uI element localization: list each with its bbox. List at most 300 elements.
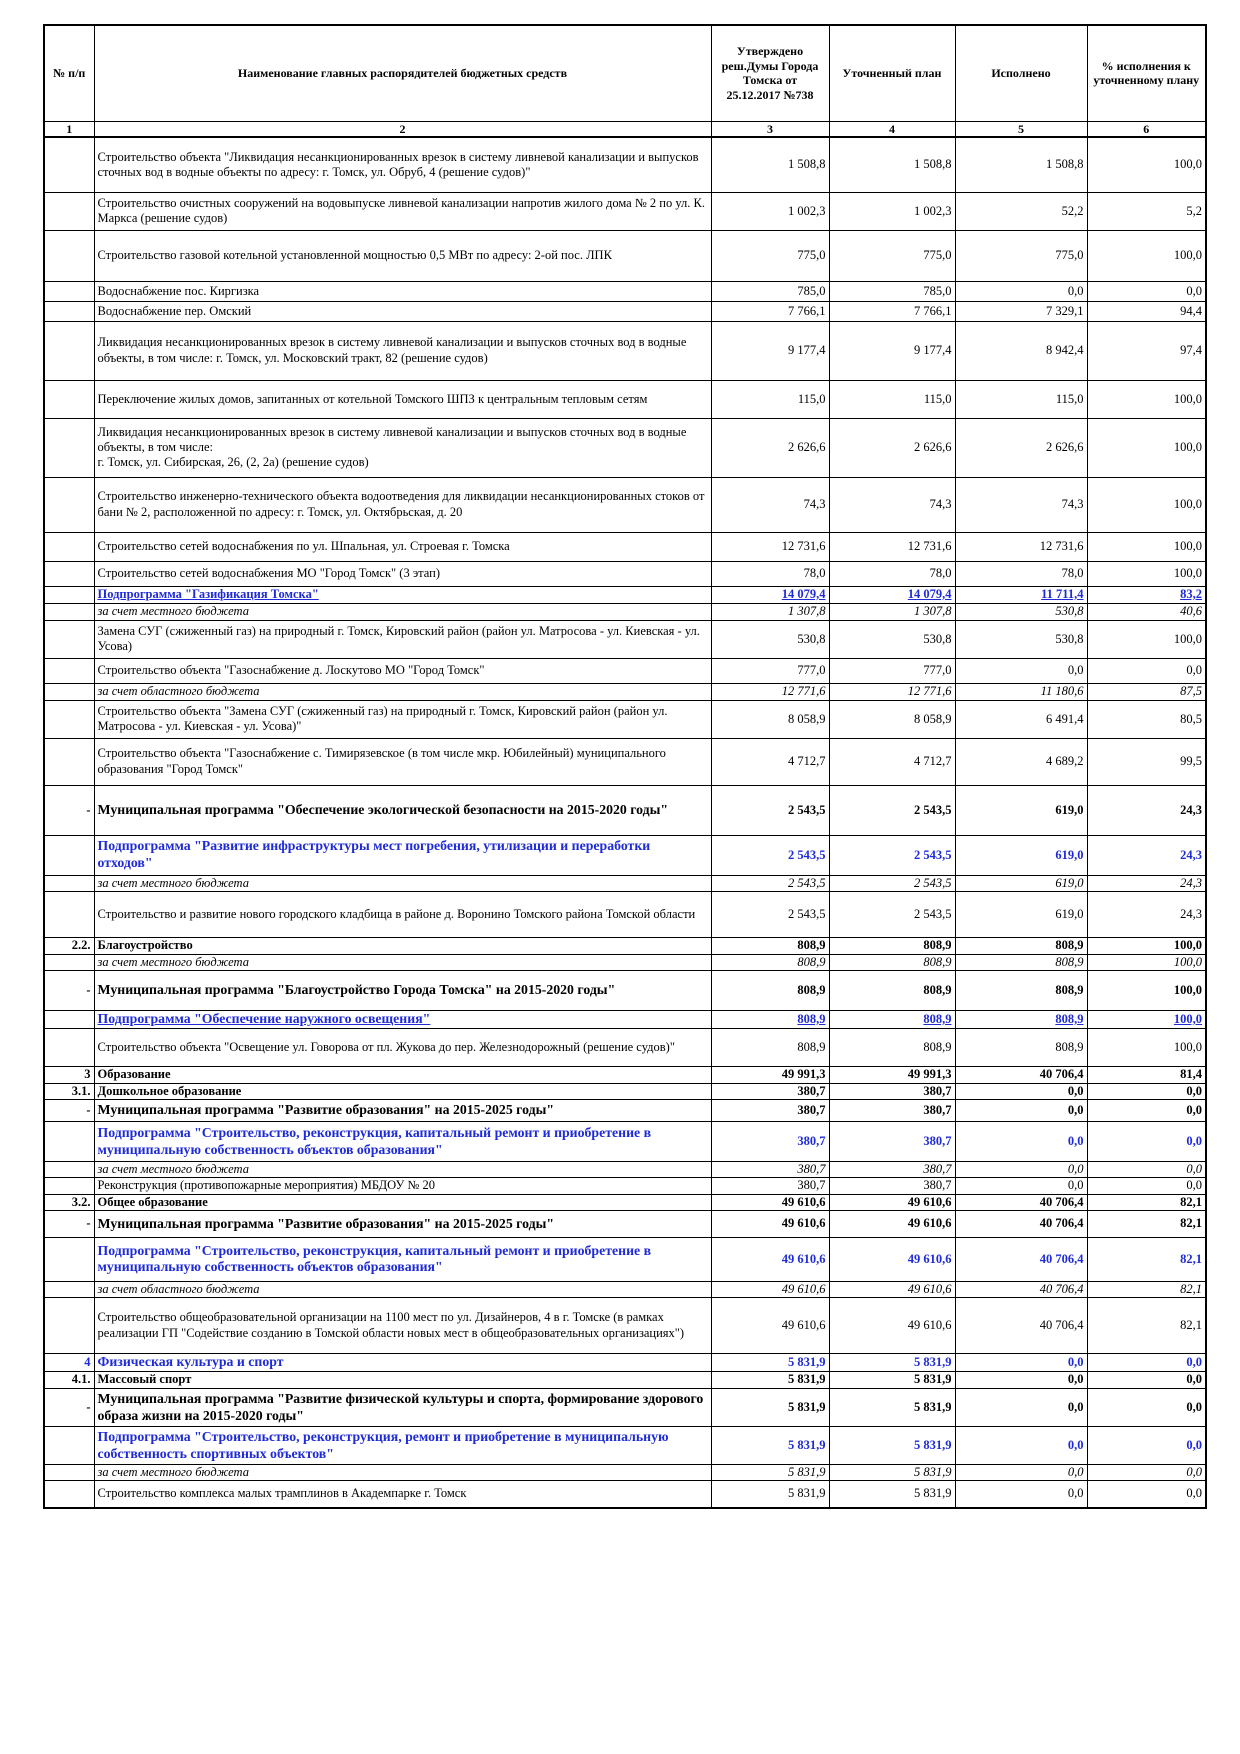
header-number: № п/п bbox=[44, 25, 94, 121]
row-number: - bbox=[44, 971, 94, 1011]
row-name: Физическая культура и спорт bbox=[94, 1354, 711, 1372]
row-name: Ликвидация несанкционированных врезок в систему ливневой канализации и выпусков сточных вод в водные объекты, в том числе: г. Томск, ул. Московский тракт, 82 (решение судов) bbox=[94, 321, 711, 380]
table-row bbox=[44, 1354, 1206, 1372]
table-row bbox=[44, 683, 1206, 700]
approved-value: 2 626,6 bbox=[711, 418, 829, 477]
row-number bbox=[44, 561, 94, 586]
percent-value: 0,0 bbox=[1087, 1083, 1206, 1099]
executed-value: 775,0 bbox=[955, 230, 1087, 281]
revised-plan-value: 115,0 bbox=[829, 380, 955, 418]
table-row bbox=[44, 1389, 1206, 1427]
row-name: Подпрограмма "Развитие инфраструктуры мест погребения, утилизации и переработки отходов" bbox=[94, 835, 711, 875]
percent-value: 0,0 bbox=[1087, 1481, 1206, 1508]
header-revised-plan: Уточненный план bbox=[829, 25, 955, 121]
row-number bbox=[44, 137, 94, 192]
percent-value: 0,0 bbox=[1087, 1372, 1206, 1389]
percent-value: 0,0 bbox=[1087, 281, 1206, 301]
percent-value: 40,6 bbox=[1087, 603, 1206, 620]
percent-value: 100,0 bbox=[1087, 477, 1206, 532]
percent-value: 82,1 bbox=[1087, 1298, 1206, 1354]
row-name: Общее образование bbox=[94, 1194, 711, 1210]
table-row bbox=[44, 1210, 1206, 1237]
approved-value: 1 508,8 bbox=[711, 137, 829, 192]
row-number bbox=[44, 532, 94, 561]
executed-value: 40 706,4 bbox=[955, 1281, 1087, 1297]
percent-value: 24,3 bbox=[1087, 785, 1206, 835]
table-row bbox=[44, 971, 1206, 1011]
approved-value: 380,7 bbox=[711, 1083, 829, 1099]
percent-value: 100,0 bbox=[1087, 532, 1206, 561]
row-number bbox=[44, 230, 94, 281]
column-number-5: 5 bbox=[955, 121, 1087, 137]
revised-plan-value: 5 831,9 bbox=[829, 1427, 955, 1465]
executed-value: 619,0 bbox=[955, 835, 1087, 875]
percent-value: 97,4 bbox=[1087, 321, 1206, 380]
executed-value: 52,2 bbox=[955, 192, 1087, 230]
executed-value: 0,0 bbox=[955, 1178, 1087, 1194]
table-row bbox=[44, 1237, 1206, 1281]
row-number: - bbox=[44, 1389, 94, 1427]
revised-plan-value: 14 079,4 bbox=[829, 586, 955, 603]
revised-plan-value: 49 610,6 bbox=[829, 1210, 955, 1237]
percent-value: 0,0 bbox=[1087, 1427, 1206, 1465]
percent-value: 24,3 bbox=[1087, 891, 1206, 937]
row-number bbox=[44, 683, 94, 700]
executed-value: 7 329,1 bbox=[955, 301, 1087, 321]
percent-value: 100,0 bbox=[1087, 1028, 1206, 1066]
approved-value: 5 831,9 bbox=[711, 1481, 829, 1508]
row-number bbox=[44, 281, 94, 301]
table-row bbox=[44, 301, 1206, 321]
row-number bbox=[44, 658, 94, 683]
table-row bbox=[44, 1178, 1206, 1194]
row-name: за счет областного бюджета bbox=[94, 683, 711, 700]
percent-value: 82,1 bbox=[1087, 1194, 1206, 1210]
table-row bbox=[44, 1011, 1206, 1029]
row-number bbox=[44, 738, 94, 785]
approved-value: 777,0 bbox=[711, 658, 829, 683]
executed-value: 0,0 bbox=[955, 1389, 1087, 1427]
row-name: Строительство и развитие нового городского кладбища в районе д. Воронино Томского района Томской области bbox=[94, 891, 711, 937]
executed-value: 0,0 bbox=[955, 1372, 1087, 1389]
percent-value: 100,0 bbox=[1087, 137, 1206, 192]
revised-plan-value: 380,7 bbox=[829, 1100, 955, 1122]
approved-value: 5 831,9 bbox=[711, 1465, 829, 1481]
header-percent: % исполнения к уточненному плану bbox=[1087, 25, 1206, 121]
approved-value: 2 543,5 bbox=[711, 785, 829, 835]
revised-plan-value: 785,0 bbox=[829, 281, 955, 301]
row-number bbox=[44, 321, 94, 380]
executed-value: 619,0 bbox=[955, 785, 1087, 835]
row-name: Подпрограмма "Обеспечение наружного освещения" bbox=[94, 1011, 711, 1029]
row-name: за счет областного бюджета bbox=[94, 1281, 711, 1297]
revised-plan-value: 2 543,5 bbox=[829, 875, 955, 891]
row-name: Подпрограмма "Строительство, реконструкция, капитальный ремонт и приобретение в муниципальную собственность объектов образования" bbox=[94, 1122, 711, 1162]
row-number bbox=[44, 1028, 94, 1066]
approved-value: 14 079,4 bbox=[711, 586, 829, 603]
executed-value: 0,0 bbox=[955, 281, 1087, 301]
approved-value: 9 177,4 bbox=[711, 321, 829, 380]
row-name: Водоснабжение пос. Киргизка bbox=[94, 281, 711, 301]
row-name: Строительство общеобразовательной организации на 1100 мест по ул. Дизайнеров, 4 в г. Томске (в рамках реализации ГП "Содействие созданию в Томской области новых мест в общеобразовательных организациях") bbox=[94, 1298, 711, 1354]
approved-value: 380,7 bbox=[711, 1122, 829, 1162]
percent-value: 24,3 bbox=[1087, 835, 1206, 875]
row-name: Образование bbox=[94, 1066, 711, 1083]
revised-plan-value: 380,7 bbox=[829, 1122, 955, 1162]
percent-value: 0,0 bbox=[1087, 658, 1206, 683]
executed-value: 0,0 bbox=[955, 658, 1087, 683]
approved-value: 775,0 bbox=[711, 230, 829, 281]
revised-plan-value: 2 543,5 bbox=[829, 835, 955, 875]
approved-value: 12 771,6 bbox=[711, 683, 829, 700]
row-number: 4.1. bbox=[44, 1372, 94, 1389]
revised-plan-value: 7 766,1 bbox=[829, 301, 955, 321]
row-name: Строительство сетей водоснабжения МО "Город Томск" (3 этап) bbox=[94, 561, 711, 586]
row-number bbox=[44, 1281, 94, 1297]
executed-value: 115,0 bbox=[955, 380, 1087, 418]
row-name: за счет местного бюджета bbox=[94, 875, 711, 891]
executed-value: 808,9 bbox=[955, 1028, 1087, 1066]
executed-value: 12 731,6 bbox=[955, 532, 1087, 561]
executed-value: 530,8 bbox=[955, 603, 1087, 620]
row-name: Муниципальная программа "Развитие образования" на 2015-2025 годы" bbox=[94, 1100, 711, 1122]
approved-value: 2 543,5 bbox=[711, 891, 829, 937]
approved-value: 8 058,9 bbox=[711, 700, 829, 738]
approved-value: 808,9 bbox=[711, 971, 829, 1011]
table-row bbox=[44, 700, 1206, 738]
percent-value: 99,5 bbox=[1087, 738, 1206, 785]
approved-value: 530,8 bbox=[711, 620, 829, 658]
executed-value: 808,9 bbox=[955, 971, 1087, 1011]
executed-value: 619,0 bbox=[955, 875, 1087, 891]
row-number bbox=[44, 418, 94, 477]
row-name: Строительство сетей водоснабжения по ул. Шпальная, ул. Строевая г. Томска bbox=[94, 532, 711, 561]
row-number: 3 bbox=[44, 1066, 94, 1083]
revised-plan-value: 380,7 bbox=[829, 1162, 955, 1178]
row-number bbox=[44, 835, 94, 875]
column-number-6: 6 bbox=[1087, 121, 1206, 137]
percent-value: 0,0 bbox=[1087, 1178, 1206, 1194]
header-name: Наименование главных распорядителей бюджетных средств bbox=[94, 25, 711, 121]
revised-plan-value: 74,3 bbox=[829, 477, 955, 532]
row-name: Ликвидация несанкционированных врезок в систему ливневой канализации и выпусков сточных вод в водные объекты, в том числе: г. Томск, ул. Сибирская, 26, (2, 2а) (решение судов) bbox=[94, 418, 711, 477]
percent-value: 100,0 bbox=[1087, 937, 1206, 954]
column-number-3: 3 bbox=[711, 121, 829, 137]
revised-plan-value: 808,9 bbox=[829, 954, 955, 970]
percent-value: 100,0 bbox=[1087, 230, 1206, 281]
percent-value: 81,4 bbox=[1087, 1066, 1206, 1083]
revised-plan-value: 49 610,6 bbox=[829, 1194, 955, 1210]
approved-value: 808,9 bbox=[711, 1011, 829, 1029]
revised-plan-value: 1 508,8 bbox=[829, 137, 955, 192]
percent-value: 0,0 bbox=[1087, 1122, 1206, 1162]
table-row bbox=[44, 937, 1206, 954]
executed-value: 808,9 bbox=[955, 1011, 1087, 1029]
executed-value: 808,9 bbox=[955, 954, 1087, 970]
approved-value: 1 307,8 bbox=[711, 603, 829, 620]
revised-plan-value: 380,7 bbox=[829, 1178, 955, 1194]
revised-plan-value: 5 831,9 bbox=[829, 1389, 955, 1427]
approved-value: 808,9 bbox=[711, 954, 829, 970]
executed-value: 0,0 bbox=[955, 1122, 1087, 1162]
row-number bbox=[44, 586, 94, 603]
executed-value: 0,0 bbox=[955, 1465, 1087, 1481]
row-number bbox=[44, 1237, 94, 1281]
revised-plan-value: 4 712,7 bbox=[829, 738, 955, 785]
column-number-1: 1 bbox=[44, 121, 94, 137]
row-name: Благоустройство bbox=[94, 937, 711, 954]
row-name: Строительство очистных сооружений на водовыпуске ливневой канализации напротив жилого дома № 2 по ул. К. Маркса (решение судов) bbox=[94, 192, 711, 230]
table-row bbox=[44, 418, 1206, 477]
row-name: Муниципальная программа "Развитие физической культуры и спорта, формирование здорового образа жизни на 2015-2020 годы" bbox=[94, 1389, 711, 1427]
revised-plan-value: 12 731,6 bbox=[829, 532, 955, 561]
percent-value: 100,0 bbox=[1087, 1011, 1206, 1029]
table-row bbox=[44, 738, 1206, 785]
row-number: 3.1. bbox=[44, 1083, 94, 1099]
executed-value: 4 689,2 bbox=[955, 738, 1087, 785]
table-row bbox=[44, 281, 1206, 301]
row-number: 2.2. bbox=[44, 937, 94, 954]
revised-plan-value: 1 002,3 bbox=[829, 192, 955, 230]
row-name: Строительство объекта "Газоснабжение с. Тимирязевское (в том числе мкр. Юбилейный) муниципального образования "Город Томск" bbox=[94, 738, 711, 785]
executed-value: 40 706,4 bbox=[955, 1237, 1087, 1281]
row-name: Строительство объекта "Ликвидация несанкционированных врезок в систему ливневой канализации и выпусков сточных вод в водные объекты по адресу: г. Томск, ул. Обруб, 4 (решение судов)" bbox=[94, 137, 711, 192]
row-name: Муниципальная программа "Благоустройство Города Томска" на 2015-2020 годы" bbox=[94, 971, 711, 1011]
row-name: Водоснабжение пер. Омский bbox=[94, 301, 711, 321]
table-row bbox=[44, 586, 1206, 603]
executed-value: 40 706,4 bbox=[955, 1066, 1087, 1083]
approved-value: 74,3 bbox=[711, 477, 829, 532]
table-row bbox=[44, 620, 1206, 658]
table-row bbox=[44, 380, 1206, 418]
percent-value: 100,0 bbox=[1087, 380, 1206, 418]
revised-plan-value: 8 058,9 bbox=[829, 700, 955, 738]
row-number bbox=[44, 301, 94, 321]
row-number bbox=[44, 1298, 94, 1354]
revised-plan-value: 808,9 bbox=[829, 971, 955, 1011]
revised-plan-value: 49 991,3 bbox=[829, 1066, 955, 1083]
approved-value: 380,7 bbox=[711, 1162, 829, 1178]
table-row bbox=[44, 477, 1206, 532]
approved-value: 4 712,7 bbox=[711, 738, 829, 785]
row-name: Строительство объекта "Замена СУГ (сжиженный газ) на природный г. Томск, Кировский район (район ул. Матросова - ул. Киевская - ул. Усова)" bbox=[94, 700, 711, 738]
revised-plan-value: 78,0 bbox=[829, 561, 955, 586]
percent-value: 94,4 bbox=[1087, 301, 1206, 321]
row-number bbox=[44, 477, 94, 532]
table-row bbox=[44, 875, 1206, 891]
row-name: Реконструкция (противопожарные мероприятия) МБДОУ № 20 bbox=[94, 1178, 711, 1194]
row-number: - bbox=[44, 1100, 94, 1122]
table-row bbox=[44, 1066, 1206, 1083]
table-row bbox=[44, 1427, 1206, 1465]
approved-value: 49 991,3 bbox=[711, 1066, 829, 1083]
revised-plan-value: 49 610,6 bbox=[829, 1237, 955, 1281]
revised-plan-value: 777,0 bbox=[829, 658, 955, 683]
row-number bbox=[44, 1465, 94, 1481]
executed-value: 530,8 bbox=[955, 620, 1087, 658]
revised-plan-value: 775,0 bbox=[829, 230, 955, 281]
executed-value: 0,0 bbox=[955, 1354, 1087, 1372]
table-row bbox=[44, 891, 1206, 937]
executed-value: 11 711,4 bbox=[955, 586, 1087, 603]
approved-value: 380,7 bbox=[711, 1100, 829, 1122]
approved-value: 12 731,6 bbox=[711, 532, 829, 561]
revised-plan-value: 808,9 bbox=[829, 937, 955, 954]
row-name: Строительство объекта "Газоснабжение д. Лоскутово МО "Город Томск" bbox=[94, 658, 711, 683]
percent-value: 100,0 bbox=[1087, 620, 1206, 658]
row-number bbox=[44, 1427, 94, 1465]
percent-value: 82,1 bbox=[1087, 1281, 1206, 1297]
table-row bbox=[44, 1298, 1206, 1354]
revised-plan-value: 5 831,9 bbox=[829, 1372, 955, 1389]
executed-value: 2 626,6 bbox=[955, 418, 1087, 477]
row-number bbox=[44, 603, 94, 620]
table-row bbox=[44, 785, 1206, 835]
approved-value: 5 831,9 bbox=[711, 1354, 829, 1372]
row-number: 4 bbox=[44, 1354, 94, 1372]
executed-value: 40 706,4 bbox=[955, 1194, 1087, 1210]
revised-plan-value: 49 610,6 bbox=[829, 1298, 955, 1354]
row-name: Муниципальная программа "Обеспечение экологической безопасности на 2015-2020 годы" bbox=[94, 785, 711, 835]
approved-value: 1 002,3 bbox=[711, 192, 829, 230]
row-number bbox=[44, 875, 94, 891]
row-number: 3.2. bbox=[44, 1194, 94, 1210]
executed-value: 808,9 bbox=[955, 937, 1087, 954]
table-row bbox=[44, 835, 1206, 875]
approved-value: 49 610,6 bbox=[711, 1237, 829, 1281]
approved-value: 49 610,6 bbox=[711, 1298, 829, 1354]
row-number bbox=[44, 1481, 94, 1508]
table-row bbox=[44, 532, 1206, 561]
approved-value: 5 831,9 bbox=[711, 1389, 829, 1427]
percent-value: 0,0 bbox=[1087, 1100, 1206, 1122]
table-row bbox=[44, 954, 1206, 970]
percent-value: 82,1 bbox=[1087, 1210, 1206, 1237]
percent-value: 100,0 bbox=[1087, 561, 1206, 586]
row-number bbox=[44, 1178, 94, 1194]
approved-value: 78,0 bbox=[711, 561, 829, 586]
executed-value: 40 706,4 bbox=[955, 1210, 1087, 1237]
executed-value: 0,0 bbox=[955, 1162, 1087, 1178]
table-row bbox=[44, 1372, 1206, 1389]
table-row bbox=[44, 1122, 1206, 1162]
revised-plan-value: 2 626,6 bbox=[829, 418, 955, 477]
approved-value: 2 543,5 bbox=[711, 875, 829, 891]
revised-plan-value: 380,7 bbox=[829, 1083, 955, 1099]
table-row bbox=[44, 1465, 1206, 1481]
executed-value: 78,0 bbox=[955, 561, 1087, 586]
executed-value: 11 180,6 bbox=[955, 683, 1087, 700]
row-name: за счет местного бюджета bbox=[94, 1465, 711, 1481]
approved-value: 7 766,1 bbox=[711, 301, 829, 321]
executed-value: 619,0 bbox=[955, 891, 1087, 937]
row-name: Дошкольное образование bbox=[94, 1083, 711, 1099]
revised-plan-value: 808,9 bbox=[829, 1011, 955, 1029]
approved-value: 49 610,6 bbox=[711, 1194, 829, 1210]
percent-value: 0,0 bbox=[1087, 1162, 1206, 1178]
table-row bbox=[44, 603, 1206, 620]
row-number bbox=[44, 954, 94, 970]
percent-value: 0,0 bbox=[1087, 1354, 1206, 1372]
row-name: Строительство инженерно-технического объекта водоотведения для ликвидации несанкционированных стоков от бани № 2, расположенной по адресу: г. Томск, ул. Октябрьская, д. 20 bbox=[94, 477, 711, 532]
table-row bbox=[44, 658, 1206, 683]
table-row bbox=[44, 1100, 1206, 1122]
row-number bbox=[44, 620, 94, 658]
revised-plan-value: 2 543,5 bbox=[829, 785, 955, 835]
percent-value: 100,0 bbox=[1087, 954, 1206, 970]
revised-plan-value: 12 771,6 bbox=[829, 683, 955, 700]
table-row bbox=[44, 1083, 1206, 1099]
percent-value: 0,0 bbox=[1087, 1465, 1206, 1481]
executed-value: 1 508,8 bbox=[955, 137, 1087, 192]
header-executed: Исполнено bbox=[955, 25, 1087, 121]
percent-value: 82,1 bbox=[1087, 1237, 1206, 1281]
row-name: за счет местного бюджета bbox=[94, 1162, 711, 1178]
revised-plan-value: 1 307,8 bbox=[829, 603, 955, 620]
row-name: за счет местного бюджета bbox=[94, 603, 711, 620]
executed-value: 0,0 bbox=[955, 1481, 1087, 1508]
percent-value: 80,5 bbox=[1087, 700, 1206, 738]
executed-value: 40 706,4 bbox=[955, 1298, 1087, 1354]
approved-value: 115,0 bbox=[711, 380, 829, 418]
table-row bbox=[44, 192, 1206, 230]
row-number bbox=[44, 1011, 94, 1029]
percent-value: 24,3 bbox=[1087, 875, 1206, 891]
executed-value: 6 491,4 bbox=[955, 700, 1087, 738]
approved-value: 808,9 bbox=[711, 1028, 829, 1066]
revised-plan-value: 9 177,4 bbox=[829, 321, 955, 380]
row-name: Строительство комплекса малых трамплинов в Академпарке г. Томск bbox=[94, 1481, 711, 1508]
approved-value: 49 610,6 bbox=[711, 1210, 829, 1237]
row-number: - bbox=[44, 1210, 94, 1237]
revised-plan-value: 5 831,9 bbox=[829, 1465, 955, 1481]
row-name: Замена СУГ (сжиженный газ) на природный г. Томск, Кировский район (район ул. Матросова - ул. Киевская - ул. Усова) bbox=[94, 620, 711, 658]
row-name: Муниципальная программа "Развитие образования" на 2015-2025 годы" bbox=[94, 1210, 711, 1237]
row-name: Подпрограмма "Строительство, реконструкция, капитальный ремонт и приобретение в муниципальную собственность объектов образования" bbox=[94, 1237, 711, 1281]
table-row bbox=[44, 1028, 1206, 1066]
row-name: Подпрограмма "Строительство, реконструкция, ремонт и приобретение в муниципальную собственность спортивных объектов" bbox=[94, 1427, 711, 1465]
table-row bbox=[44, 561, 1206, 586]
approved-value: 808,9 bbox=[711, 937, 829, 954]
approved-value: 785,0 bbox=[711, 281, 829, 301]
row-name: Строительство газовой котельной установленной мощностью 0,5 МВт по адресу: 2-ой пос. ЛПК bbox=[94, 230, 711, 281]
percent-value: 0,0 bbox=[1087, 1389, 1206, 1427]
approved-value: 5 831,9 bbox=[711, 1427, 829, 1465]
revised-plan-value: 5 831,9 bbox=[829, 1354, 955, 1372]
table-row bbox=[44, 230, 1206, 281]
column-number-2: 2 bbox=[94, 121, 711, 137]
table-row bbox=[44, 1281, 1206, 1297]
row-number bbox=[44, 192, 94, 230]
row-name: Массовый спорт bbox=[94, 1372, 711, 1389]
row-name: за счет местного бюджета bbox=[94, 954, 711, 970]
revised-plan-value: 5 831,9 bbox=[829, 1481, 955, 1508]
header-approved: Утверждено реш.Думы Города Томска от 25.12.2017 №738 bbox=[711, 25, 829, 121]
row-number bbox=[44, 891, 94, 937]
table-row bbox=[44, 321, 1206, 380]
table-row bbox=[44, 137, 1206, 192]
revised-plan-value: 49 610,6 bbox=[829, 1281, 955, 1297]
row-number bbox=[44, 700, 94, 738]
approved-value: 49 610,6 bbox=[711, 1281, 829, 1297]
percent-value: 5,2 bbox=[1087, 192, 1206, 230]
percent-value: 100,0 bbox=[1087, 418, 1206, 477]
row-name: Подпрограмма "Газификация Томска" bbox=[94, 586, 711, 603]
row-name: Переключение жилых домов, запитанных от котельной Томского ШПЗ к центральным тепловым сетям bbox=[94, 380, 711, 418]
approved-value: 5 831,9 bbox=[711, 1372, 829, 1389]
table-row bbox=[44, 1162, 1206, 1178]
row-number bbox=[44, 1162, 94, 1178]
